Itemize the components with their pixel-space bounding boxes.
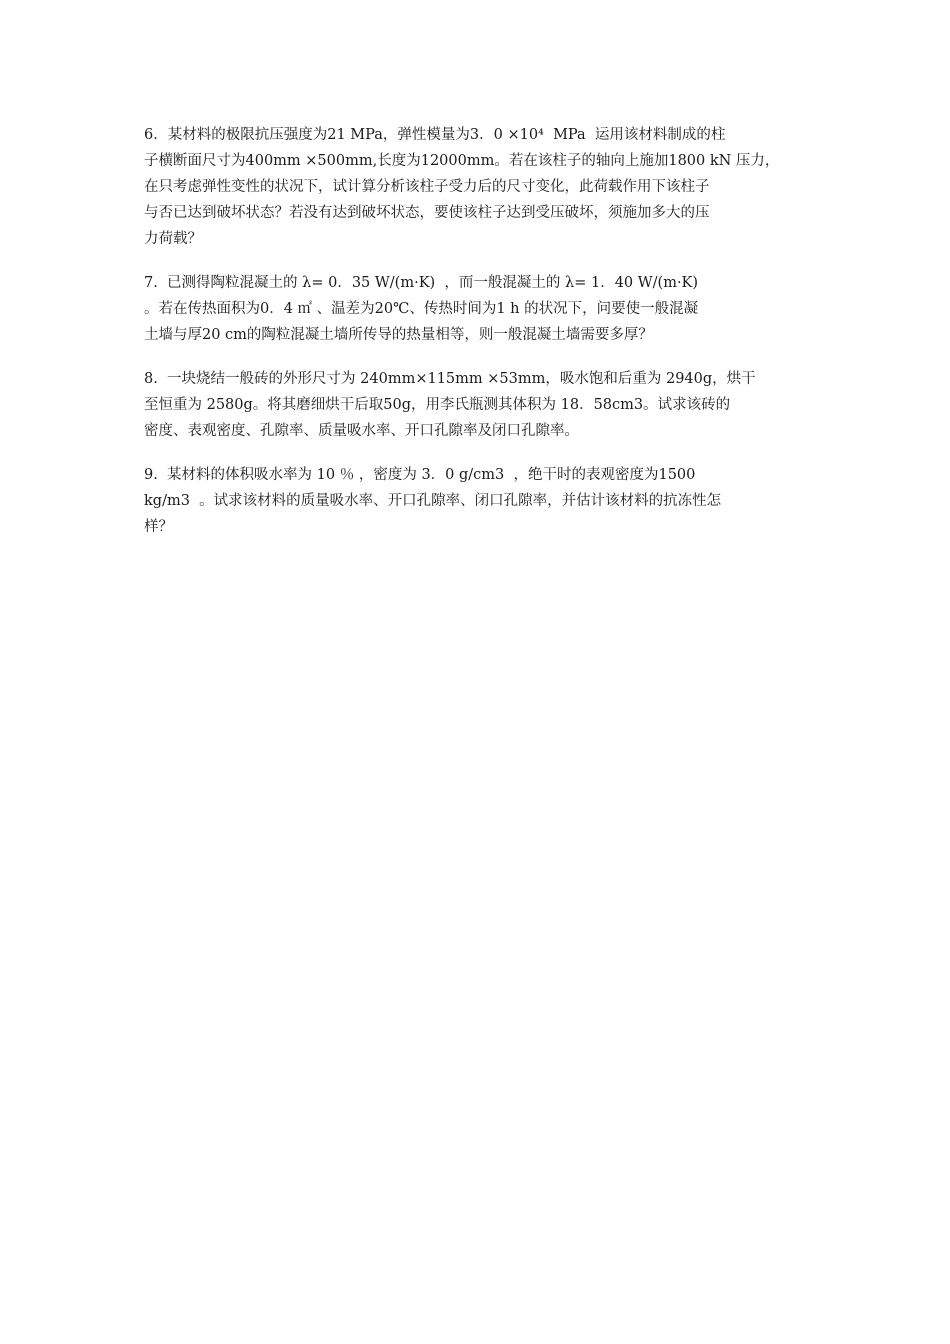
question-7-line-1: 7. 已测得陶粒混凝土的 λ= 0．35 W/(m·K) ，而一般混凝土的 λ= 1．40 W/(m·K)	[144, 275, 699, 291]
question-8-line-2: 至恒重为 2580g。将其磨细烘干后取50g，用李氏瓶测其体积为 18．58cm3。试求该砖的	[144, 397, 731, 413]
question-7	[144, 270, 812, 348]
question-9-line-3: 样？	[144, 519, 173, 535]
question-9-line-1: 9. 某材料的体积吸水率为 10 ％ ，密度为 3．0 g/cm3 ，绝干时的表观密度为1500	[144, 467, 696, 483]
question-9	[144, 462, 812, 540]
paragraph-gap	[144, 252, 812, 270]
question-6-line-5: 力荷载？	[144, 231, 202, 247]
question-6-line-3: 在只考虑弹性变性的状况下，试计算分析该柱子受力后的尺寸变化，此荷载作用下该柱子	[144, 179, 710, 195]
question-6	[144, 122, 812, 252]
question-9-line-2: kg/m3 。试求该材料的质量吸水率、开口孔隙率、闭口孔隙率，并估计该材料的抗冻性怎	[144, 493, 722, 509]
paragraph-gap	[144, 348, 812, 366]
question-7-line-2: 。若在传热面积为0．4 ㎡ 、温差为20℃、传热时间为1 h 的状况下，问要使一般混凝	[144, 301, 699, 317]
question-8-line-1: 8. 一块烧结一般砖的外形尺寸为 240mm×115mm ×53mm，吸水饱和后重为 2940g，烘干	[144, 371, 756, 387]
question-7-line-3: 土墙与厚20 cm的陶粒混凝土墙所传导的热量相等，则一般混凝土墙需要多厚？	[144, 327, 653, 343]
question-6-line-4: 与否已达到破坏状态？若没有达到破坏状态，要使该柱子达到受压破坏，须施加多大的压	[144, 205, 710, 221]
paragraph-gap	[144, 444, 812, 462]
question-8-line-3: 密度、表观密度、孔隙率、质量吸水率、开口孔隙率及闭口孔隙率。	[144, 423, 579, 439]
question-6-line-1: 6．某材料的极限抗压强度为21 MPa，弹性模量为3．0 ×10⁴ MPa 运用该材料制成的柱	[144, 127, 726, 143]
question-6-line-2: 子横断面尺寸为400mm ×500mm,长度为12000mm。若在该柱子的轴向上施加1800 kN 压力，	[144, 153, 780, 169]
question-8	[144, 366, 812, 444]
document-body	[144, 122, 812, 540]
